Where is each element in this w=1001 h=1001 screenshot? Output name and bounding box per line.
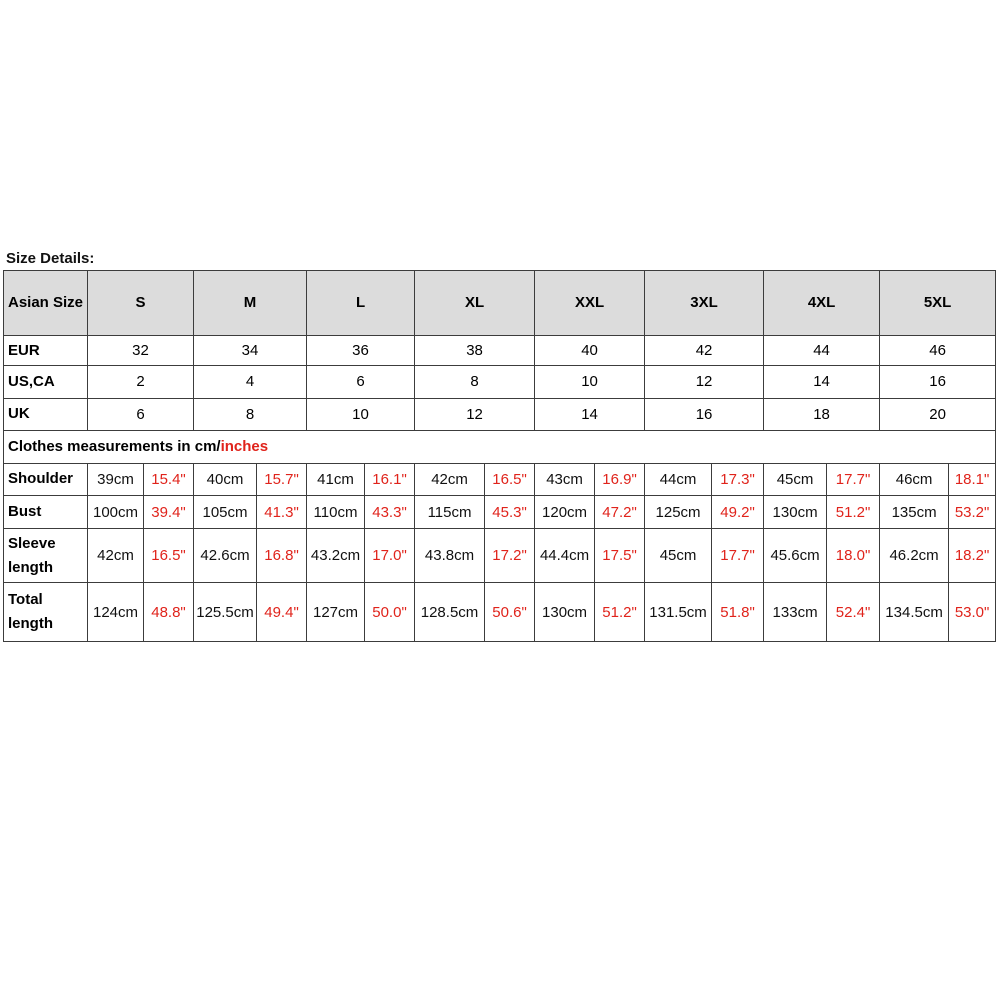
measurement-label: Total length bbox=[4, 583, 88, 642]
inch-value: 18.2" bbox=[949, 529, 996, 583]
section-highlight: inches bbox=[220, 438, 269, 456]
size-header-5xl: 5XL bbox=[880, 271, 996, 336]
conversion-value: 20 bbox=[880, 398, 996, 430]
cm-value: 124cm bbox=[88, 583, 144, 642]
conversion-value: 44 bbox=[764, 335, 880, 365]
inch-value: 51.8" bbox=[712, 583, 764, 642]
cm-value: 130cm bbox=[764, 495, 827, 528]
measurement-label: Sleeve length bbox=[4, 529, 88, 583]
cm-value: 105cm bbox=[194, 495, 257, 528]
inch-value: 39.4" bbox=[144, 495, 194, 528]
inch-value: 48.8" bbox=[144, 583, 194, 642]
cm-value: 46cm bbox=[880, 463, 949, 495]
inch-value: 51.2" bbox=[827, 495, 880, 528]
cm-value: 45cm bbox=[645, 529, 712, 583]
size-chart-table bbox=[3, 270, 996, 642]
cm-value: 46.2cm bbox=[880, 529, 949, 583]
inch-value: 16.5" bbox=[485, 463, 535, 495]
inch-value: 15.7" bbox=[257, 463, 307, 495]
cm-value: 110cm bbox=[307, 495, 365, 528]
measurement-label: Bust bbox=[4, 495, 88, 528]
measurement-label: Shoulder bbox=[4, 463, 88, 495]
cm-value: 40cm bbox=[194, 463, 257, 495]
inch-value: 41.3" bbox=[257, 495, 307, 528]
size-header-m: M bbox=[194, 271, 307, 336]
inch-value: 16.1" bbox=[365, 463, 415, 495]
conversion-value: 8 bbox=[415, 366, 535, 398]
size-header-s: S bbox=[88, 271, 194, 336]
conversion-value: 38 bbox=[415, 335, 535, 365]
cm-value: 43.2cm bbox=[307, 529, 365, 583]
measurement-row-sleeve-length bbox=[4, 529, 996, 583]
inch-value: 53.2" bbox=[949, 495, 996, 528]
conversion-value: 18 bbox=[764, 398, 880, 430]
cm-value: 120cm bbox=[535, 495, 595, 528]
conversion-value: 12 bbox=[415, 398, 535, 430]
conversion-value: 42 bbox=[645, 335, 764, 365]
cm-value: 130cm bbox=[535, 583, 595, 642]
cm-value: 41cm bbox=[307, 463, 365, 495]
size-header-xl: XL bbox=[415, 271, 535, 336]
cm-value: 42cm bbox=[88, 529, 144, 583]
conversion-label: EUR bbox=[4, 335, 88, 365]
inch-value: 15.4" bbox=[144, 463, 194, 495]
cm-value: 133cm bbox=[764, 583, 827, 642]
inch-value: 16.8" bbox=[257, 529, 307, 583]
inch-value: 45.3" bbox=[485, 495, 535, 528]
conversion-row-eur bbox=[4, 335, 996, 365]
size-header-row bbox=[4, 271, 996, 336]
conversion-value: 46 bbox=[880, 335, 996, 365]
size-header-l: L bbox=[307, 271, 415, 336]
conversion-value: 12 bbox=[645, 366, 764, 398]
measurement-row-shoulder bbox=[4, 463, 996, 495]
conversion-value: 32 bbox=[88, 335, 194, 365]
cm-value: 42.6cm bbox=[194, 529, 257, 583]
inch-value: 50.0" bbox=[365, 583, 415, 642]
cm-value: 45cm bbox=[764, 463, 827, 495]
conversion-value: 36 bbox=[307, 335, 415, 365]
size-header-4xl: 4XL bbox=[764, 271, 880, 336]
size-details-title: Size Details: bbox=[6, 250, 95, 267]
inch-value: 17.7" bbox=[712, 529, 764, 583]
size-header-xxl: XXL bbox=[535, 271, 645, 336]
inch-value: 49.4" bbox=[257, 583, 307, 642]
cm-value: 100cm bbox=[88, 495, 144, 528]
inch-value: 17.7" bbox=[827, 463, 880, 495]
measurement-section-row bbox=[4, 431, 996, 463]
conversion-row-usca bbox=[4, 366, 996, 398]
cm-value: 44cm bbox=[645, 463, 712, 495]
inch-value: 53.0" bbox=[949, 583, 996, 642]
corner-label: Asian Size bbox=[4, 271, 88, 336]
conversion-value: 40 bbox=[535, 335, 645, 365]
inch-value: 17.2" bbox=[485, 529, 535, 583]
conversion-value: 4 bbox=[194, 366, 307, 398]
conversion-value: 16 bbox=[645, 398, 764, 430]
conversion-value: 10 bbox=[307, 398, 415, 430]
cm-value: 44.4cm bbox=[535, 529, 595, 583]
cm-value: 125.5cm bbox=[194, 583, 257, 642]
conversion-label: US,CA bbox=[4, 366, 88, 398]
cm-value: 131.5cm bbox=[645, 583, 712, 642]
conversion-value: 34 bbox=[194, 335, 307, 365]
inch-value: 18.1" bbox=[949, 463, 996, 495]
size-header-3xl: 3XL bbox=[645, 271, 764, 336]
cm-value: 39cm bbox=[88, 463, 144, 495]
measurement-section-heading bbox=[4, 431, 996, 463]
cm-value: 42cm bbox=[415, 463, 485, 495]
conversion-label: UK bbox=[4, 398, 88, 430]
cm-value: 45.6cm bbox=[764, 529, 827, 583]
inch-value: 16.5" bbox=[144, 529, 194, 583]
conversion-value: 6 bbox=[88, 398, 194, 430]
inch-value: 47.2" bbox=[595, 495, 645, 528]
conversion-value: 8 bbox=[194, 398, 307, 430]
cm-value: 43.8cm bbox=[415, 529, 485, 583]
conversion-value: 16 bbox=[880, 366, 996, 398]
inch-value: 17.3" bbox=[712, 463, 764, 495]
cm-value: 127cm bbox=[307, 583, 365, 642]
cm-value: 128.5cm bbox=[415, 583, 485, 642]
conversion-value: 10 bbox=[535, 366, 645, 398]
cm-value: 134.5cm bbox=[880, 583, 949, 642]
inch-value: 18.0" bbox=[827, 529, 880, 583]
measurement-row-bust bbox=[4, 495, 996, 528]
inch-value: 43.3" bbox=[365, 495, 415, 528]
conversion-value: 2 bbox=[88, 366, 194, 398]
cm-value: 43cm bbox=[535, 463, 595, 495]
cm-value: 135cm bbox=[880, 495, 949, 528]
conversion-value: 14 bbox=[535, 398, 645, 430]
inch-value: 17.5" bbox=[595, 529, 645, 583]
conversion-row-uk bbox=[4, 398, 996, 430]
inch-value: 50.6" bbox=[485, 583, 535, 642]
inch-value: 52.4" bbox=[827, 583, 880, 642]
measurement-row-total-length bbox=[4, 583, 996, 642]
inch-value: 17.0" bbox=[365, 529, 415, 583]
cm-value: 115cm bbox=[415, 495, 485, 528]
inch-value: 49.2" bbox=[712, 495, 764, 528]
inch-value: 51.2" bbox=[595, 583, 645, 642]
inch-value: 16.9" bbox=[595, 463, 645, 495]
section-prefix: Clothes measurements in cm/ bbox=[8, 438, 221, 456]
conversion-value: 6 bbox=[307, 366, 415, 398]
cm-value: 125cm bbox=[645, 495, 712, 528]
conversion-value: 14 bbox=[764, 366, 880, 398]
